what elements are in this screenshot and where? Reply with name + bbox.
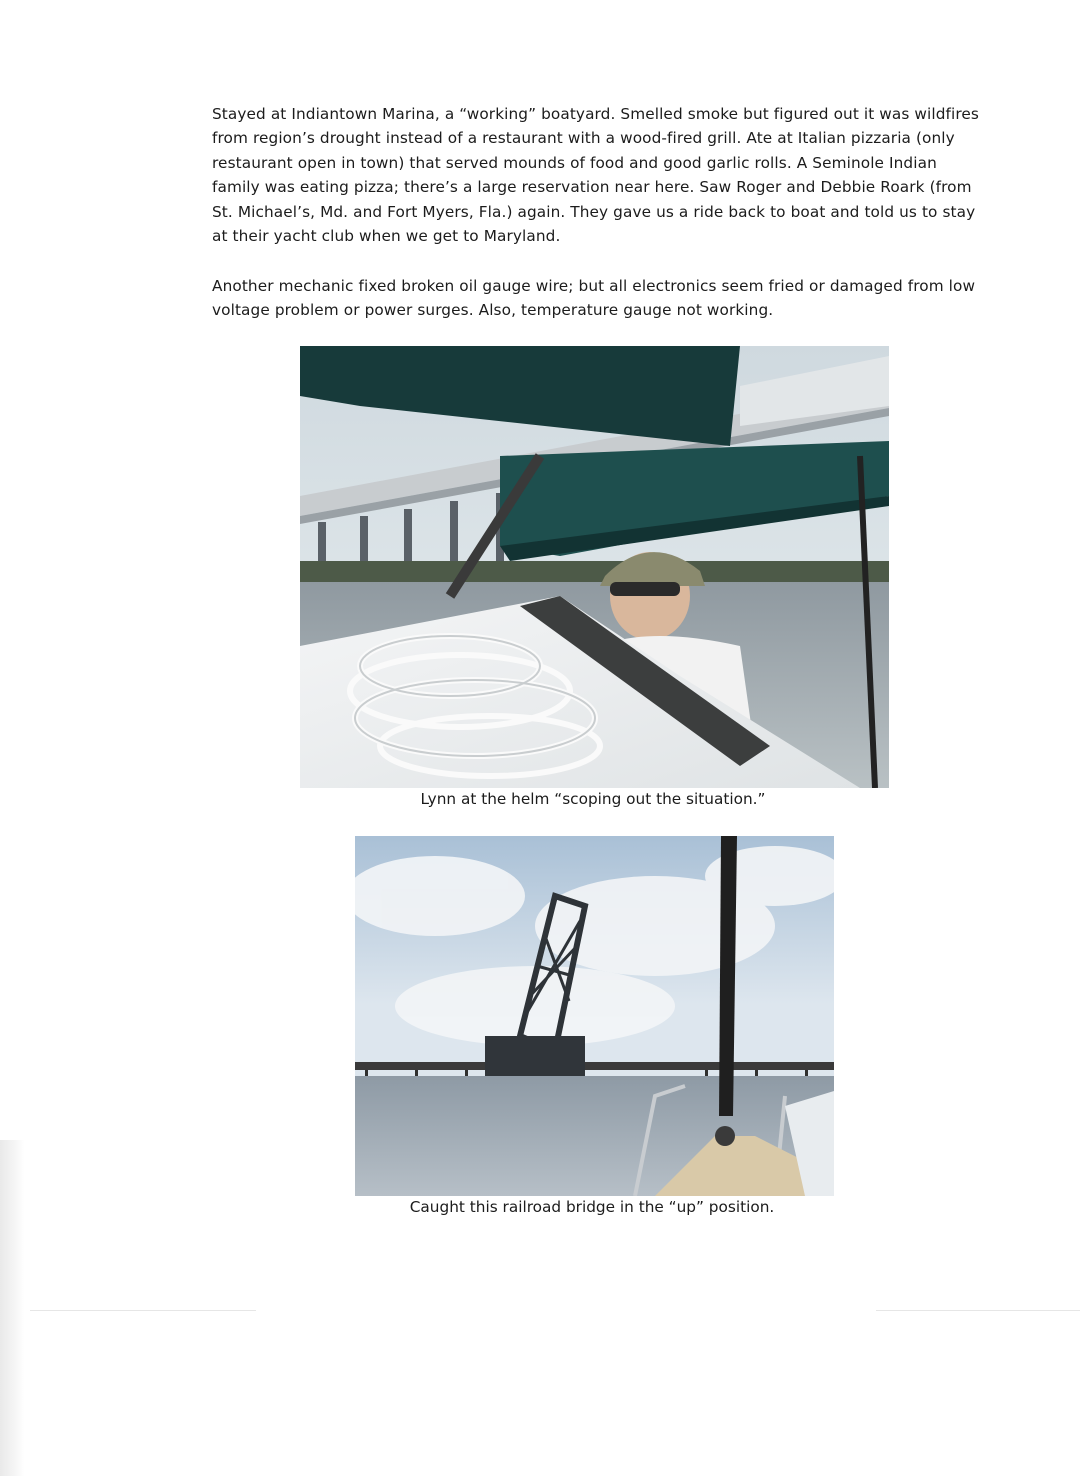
paragraph-marina: Stayed at Indiantown Marina, a “working” boatyard. Smelled smoke but figured out it was wildfires from region’s drought instead of a restaurant with a wood-fired grill. Ate at Italian pizzaria (only restaurant open in town) that served mounds of food and good garlic rolls. A Seminole Indian family was eating pizza; there’s a large reservation near here. Saw Roger and Debbie Roark (from St. Michael’s, Md. and Fort Myers, Fla.) again. They gave us a ride back to boat and told us to stay at their yacht club when we get to Maryland.	[212, 105, 980, 246]
scan-artifact-line	[30, 1310, 256, 1311]
photo-railroad-bridge	[355, 836, 834, 1196]
paragraph-mechanic: Another mechanic fixed broken oil gauge wire; but all electronics seem fried or damaged from low voltage problem or power surges. Also, temperature gauge not working.	[212, 277, 976, 320]
caption-railroad-bridge: Caught this railroad bridge in the “up” position.	[409, 1198, 775, 1216]
caption-lynn: Lynn at the helm “scoping out the situation.”	[420, 790, 766, 808]
scan-shadow-edge	[0, 1140, 24, 1476]
photo-lynn-at-helm	[300, 346, 889, 788]
scan-artifact-line	[876, 1310, 1080, 1311]
